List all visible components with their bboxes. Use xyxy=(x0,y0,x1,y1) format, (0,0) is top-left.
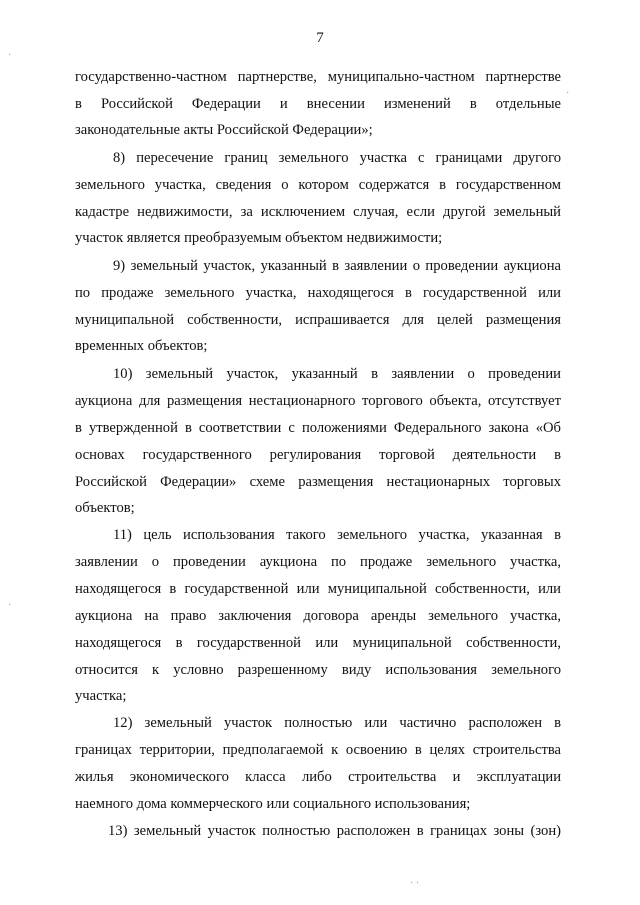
text-line: участка; xyxy=(75,688,127,704)
text-line: 12) земельный участок полностью или частично расположен в xyxy=(113,715,561,731)
text-line: границах территории, предполагаемой к освоению в целях строительства xyxy=(75,742,561,758)
text-line: основах государственного регулирования торговой деятельности в xyxy=(75,447,561,463)
text-line: 8) пересечение границ земельного участка с границами другого xyxy=(113,150,561,166)
scan-speck: · · xyxy=(410,878,420,889)
text-line: 13) земельный участок полностью расположен в границах зоны (зон) xyxy=(108,823,561,839)
text-line: временных объектов; xyxy=(75,338,208,354)
text-line: государственно-частном партнерстве, муниципально-частном партнерстве xyxy=(75,69,561,85)
text-line: относится к условно разрешенному виду использования земельного xyxy=(75,662,561,678)
text-line: законодательные акты Российской Федерации»; xyxy=(75,122,373,138)
text-line: Российской Федерации» схеме размещения нестационарных торговых xyxy=(75,474,561,490)
text-line: муниципальной собственности, испрашивается для целей размещения xyxy=(75,312,561,328)
text-line: в Российской Федерации и внесении изменений в отдельные xyxy=(75,96,561,112)
text-line: наемного дома коммерческого или социального использования; xyxy=(75,796,471,812)
text-line: по продаже земельного участка, находящегося в государственной или xyxy=(75,285,561,301)
text-line: объектов; xyxy=(75,500,135,516)
page-number: 7 xyxy=(316,30,324,46)
text-line: аукциона на право заключения договора аренды земельного участка, xyxy=(75,608,561,624)
text-line: земельного участка, сведения о котором содержатся в государственном xyxy=(75,177,561,193)
text-line: аукциона для размещения нестационарного торгового объекта, отсутствует xyxy=(75,393,561,409)
scan-speck: · xyxy=(8,50,12,61)
text-line: заявлении о проведении аукциона по продаже земельного участка, xyxy=(75,554,561,570)
text-line: участок является преобразуемым объектом недвижимости; xyxy=(75,230,443,246)
text-line: 10) земельный участок, указанный в заявлении о проведении xyxy=(113,366,561,382)
text-line: 11) цель использования такого земельного участка, указанная в xyxy=(113,527,561,543)
text-line: кадастре недвижимости, за исключением случая, если другой земельный xyxy=(75,204,561,220)
text-line: 9) земельный участок, указанный в заявлении о проведении аукциона xyxy=(113,258,561,274)
text-line: жилья экономического класса либо строительства и эксплуатации xyxy=(75,769,561,785)
scan-speck: · xyxy=(566,88,570,99)
text-line: находящегося в государственной или муниципальной собственности, xyxy=(75,635,561,651)
text-line: находящегося в государственной или муниципальной собственности, или xyxy=(75,581,561,597)
text-line: в утвержденной в соответствии с положениями Федерального закона «Об xyxy=(75,420,561,436)
scan-speck: · xyxy=(8,600,12,611)
